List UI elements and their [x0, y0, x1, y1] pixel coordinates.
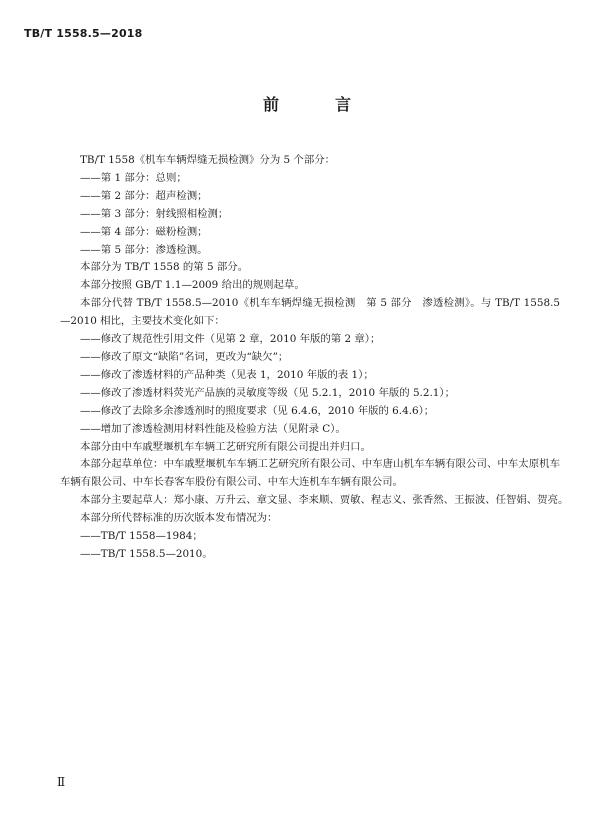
paragraph: 本部分代替 TB/T 1558.5—2010《机车车辆焊缝无损检测 第 5 部分 渗透检测》。与 TB/T 1558.5—2010 相比，主要技术变化如下：: [60, 297, 560, 328]
list-item: ——修改了原文“缺陷”名词，更改为“缺欠”；: [80, 350, 289, 363]
list-item: ——修改了渗透材料的产品种类（见表 1，2010 年版的表 1）；: [80, 368, 374, 381]
list-item: ——TB/T 1558.5—2010。: [80, 547, 213, 560]
list-item: ——修改了渗透材料荧光产品族的灵敏度等级（见 5.2.1，2010 年版的 5.2.1）；: [80, 386, 455, 399]
document-code-header: TB/T 1558.5—2018: [24, 27, 143, 40]
paragraph: TB/T 1558《机车车辆焊缝无损检测》分为 5 个部分：: [80, 154, 335, 166]
list-item: ——第 4 部分：磁粉检测；: [80, 225, 208, 238]
paragraph: 本部分按照 GB/T 1.1—2009 给出的规则起草。: [80, 279, 305, 292]
list-item: ——TB/T 1558—1984；: [80, 530, 203, 543]
list-item: ——增加了渗透检测用材料性能及检验方法（见附录 C）。: [80, 422, 346, 435]
page-number: Ⅱ: [57, 775, 66, 789]
page-title: 前 言: [262, 95, 371, 114]
list-item: ——第 1 部分：总则；: [80, 171, 187, 184]
list-item: ——修改了规范性引用文件（见第 2 章，2010 年版的第 2 章）；: [80, 333, 381, 346]
list-item: ——第 2 部分：超声检测；: [80, 189, 208, 202]
paragraph: 本部分起草单位：中车戚墅堰机车车辆工艺研究所有限公司、中车唐山机车车辆有限公司、中车太原机车车辆有限公司、中车长春客车股份有限公司、中车大连机车车辆有限公司。: [60, 458, 560, 489]
paragraph: 本部分所代替标准的历次版本发布情况为：: [80, 512, 278, 525]
paragraph: 本部分由中车戚墅堰机车车辆工艺研究所有限公司提出并归口。: [80, 440, 371, 453]
list-item: ——第 3 部分：射线照相检测；: [80, 207, 229, 220]
foreword-body: [60, 152, 569, 564]
paragraph: 本部分为 TB/T 1558 的第 5 部分。: [80, 261, 249, 274]
paragraph: 本部分主要起草人：郑小康、万升云、章文显、李来顺、贾敏、程志义、张香然、王振波、任智娟、贺亮。: [80, 494, 569, 507]
list-item: ——第 5 部分：渗透检测。: [80, 243, 208, 256]
list-item: ——修改了去除多余渗透剂时的照度要求（见 6.4.6，2010 年版的 6.4.6）；: [80, 404, 435, 417]
